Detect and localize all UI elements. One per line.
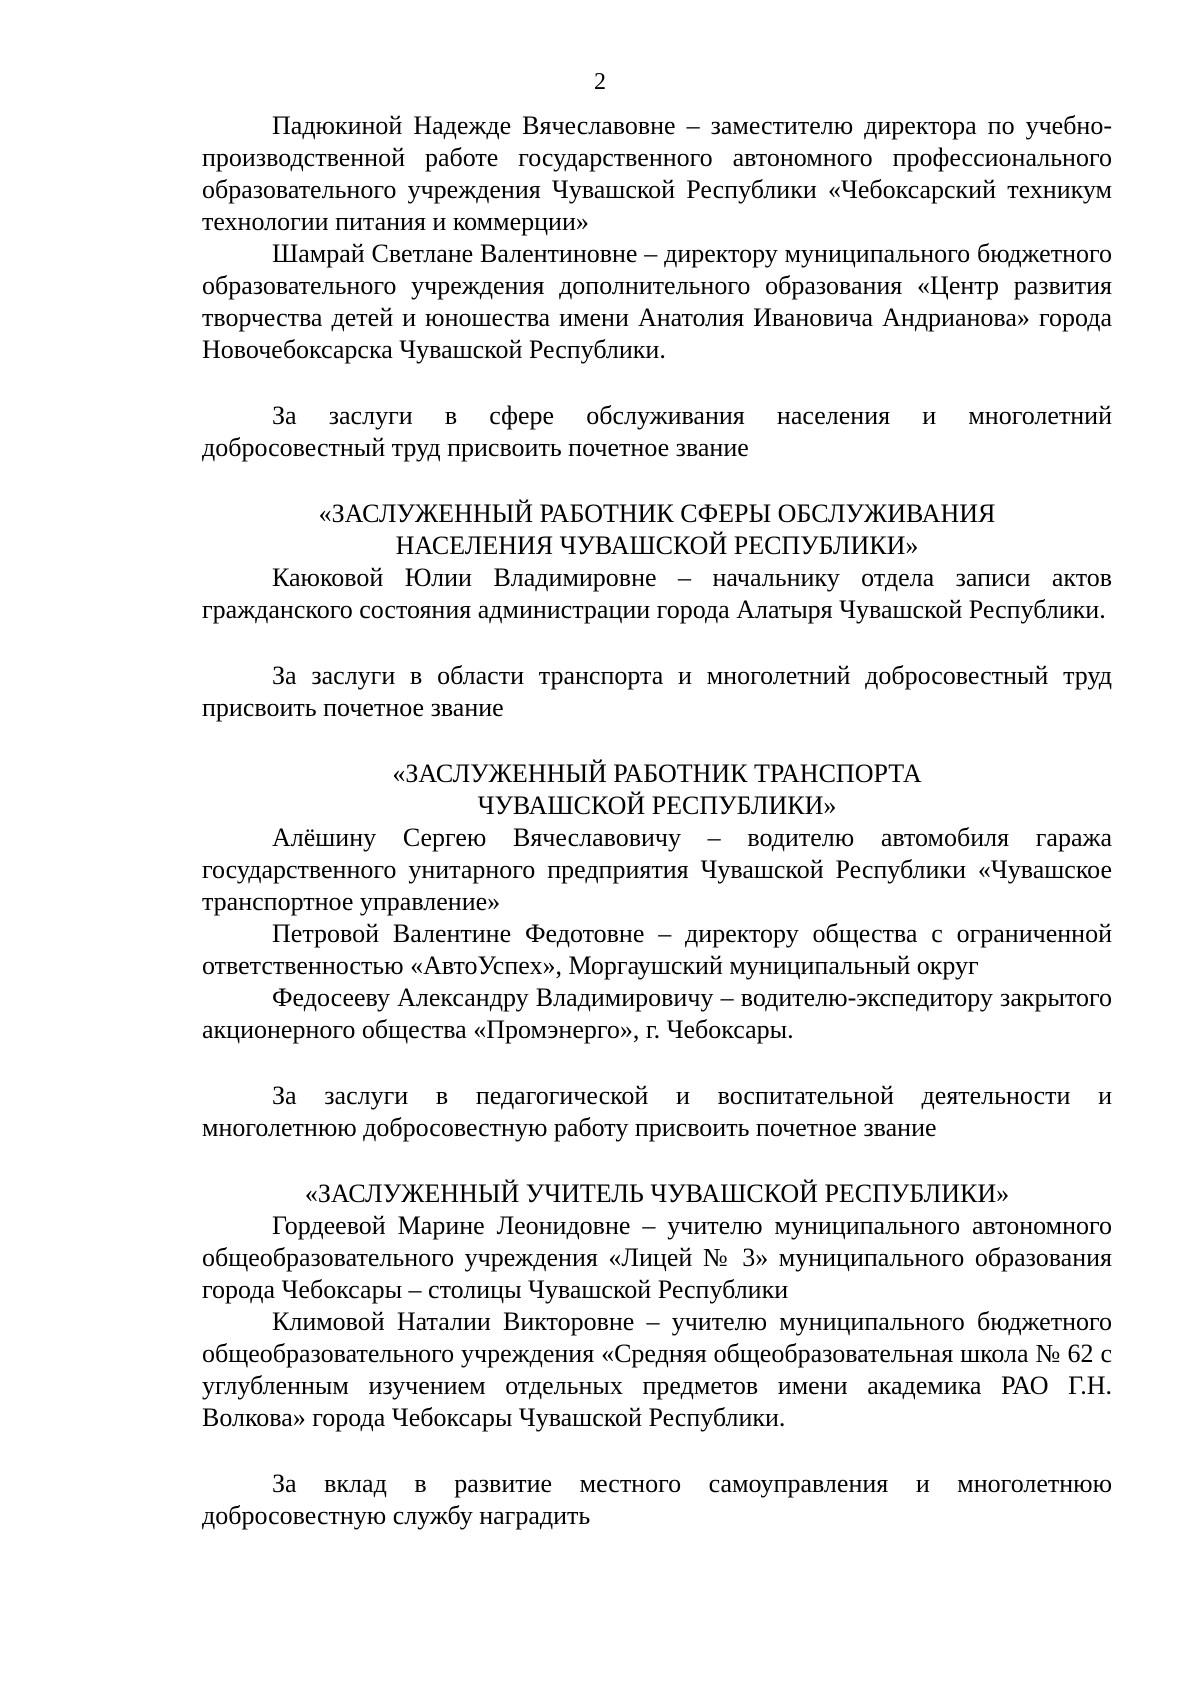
paragraph: За заслуги в области транспорта и многолетний добросовестный труд присвоить почетное звание	[202, 661, 1112, 722]
honorary-title-line: ЧУВАШСКОЙ РЕСПУБЛИКИ»	[477, 791, 837, 820]
paragraph: Гордеевой Марине Леонидовне – учителю муниципального автономного общеобразовательного учреждения «Лицей № 3» муниципального образования города Чебоксары – столицы Чувашской Республики	[202, 1211, 1112, 1304]
honorary-title-line: «ЗАСЛУЖЕННЫЙ РАБОТНИК ТРАНСПОРТА	[392, 759, 922, 788]
paragraph-gap	[202, 1144, 1112, 1178]
paragraph: Алёшину Сергею Вячеславовичу – водителю автомобиля гаража государственного унитарного предприятия Чувашской Республики «Чувашское транспортное управление»	[202, 823, 1112, 916]
paragraph-gap	[202, 464, 1112, 498]
document-body	[202, 110, 1112, 1532]
honorary-title-line: «ЗАСЛУЖЕННЫЙ РАБОТНИК СФЕРЫ ОБСЛУЖИВАНИЯ	[318, 499, 996, 528]
paragraph: Петровой Валентине Федотовне – директору общества с ограниченной ответственностью «АвтоУспех», Моргаушский муниципальный округ	[202, 919, 1112, 980]
paragraph: За вклад в развитие местного самоуправления и многолетнюю добросовестную службу наградить	[202, 1469, 1112, 1530]
paragraph: За заслуги в педагогической и воспитательной деятельности и многолетнюю добросовестную работу присвоить почетное звание	[202, 1081, 1112, 1142]
page-number: 2	[594, 69, 606, 95]
paragraph: Федосееву Александру Владимировичу – водителю-экспедитору закрытого акционерного общества «Промэнерго», г. Чебоксары.	[202, 983, 1112, 1044]
honorary-title	[202, 758, 1112, 822]
paragraph-gap	[202, 1046, 1112, 1080]
paragraph: Каюковой Юлии Владимировне – начальнику отдела записи актов гражданского состояния администрации города Алатыря Чувашской Республики.	[202, 563, 1112, 624]
paragraph-gap	[202, 626, 1112, 660]
paragraph-gap	[202, 724, 1112, 758]
paragraph: Падюкиной Надежде Вячеславовне – заместителю директора по учебно-производственной работе государственного автономного профессионального образовательного учреждения Чувашской Республики «Чебоксарский техникум технологии питания и коммерции»	[202, 111, 1112, 236]
paragraph-gap	[202, 366, 1112, 400]
honorary-title	[202, 1178, 1112, 1210]
honorary-title-line: «ЗАСЛУЖЕННЫЙ УЧИТЕЛЬ ЧУВАШСКОЙ РЕСПУБЛИКИ»	[304, 1179, 1010, 1208]
honorary-title	[202, 498, 1112, 562]
paragraph: Шамрай Светлане Валентиновне – директору муниципального бюджетного образовательного учреждения дополнительного образования «Центр развития творчества детей и юношества имени Анатолия Ивановича Андрианова» города Новочебоксарска Чувашской Республики.	[202, 239, 1112, 364]
paragraph: За заслуги в сфере обслуживания населения и многолетний добросовестный труд присвоить почетное звание	[202, 401, 1112, 462]
paragraph-gap	[202, 1434, 1112, 1468]
paragraph: Климовой Наталии Викторовне – учителю муниципального бюджетного общеобразовательного учреждения «Средняя общеобразовательная школа № 62 с углубленным изучением отдельных предметов имени академика РАО Г.Н. Волкова» города Чебоксары Чувашской Республики.	[202, 1307, 1112, 1432]
honorary-title-line: НАСЕЛЕНИЯ ЧУВАШСКОЙ РЕСПУБЛИКИ»	[395, 531, 919, 560]
